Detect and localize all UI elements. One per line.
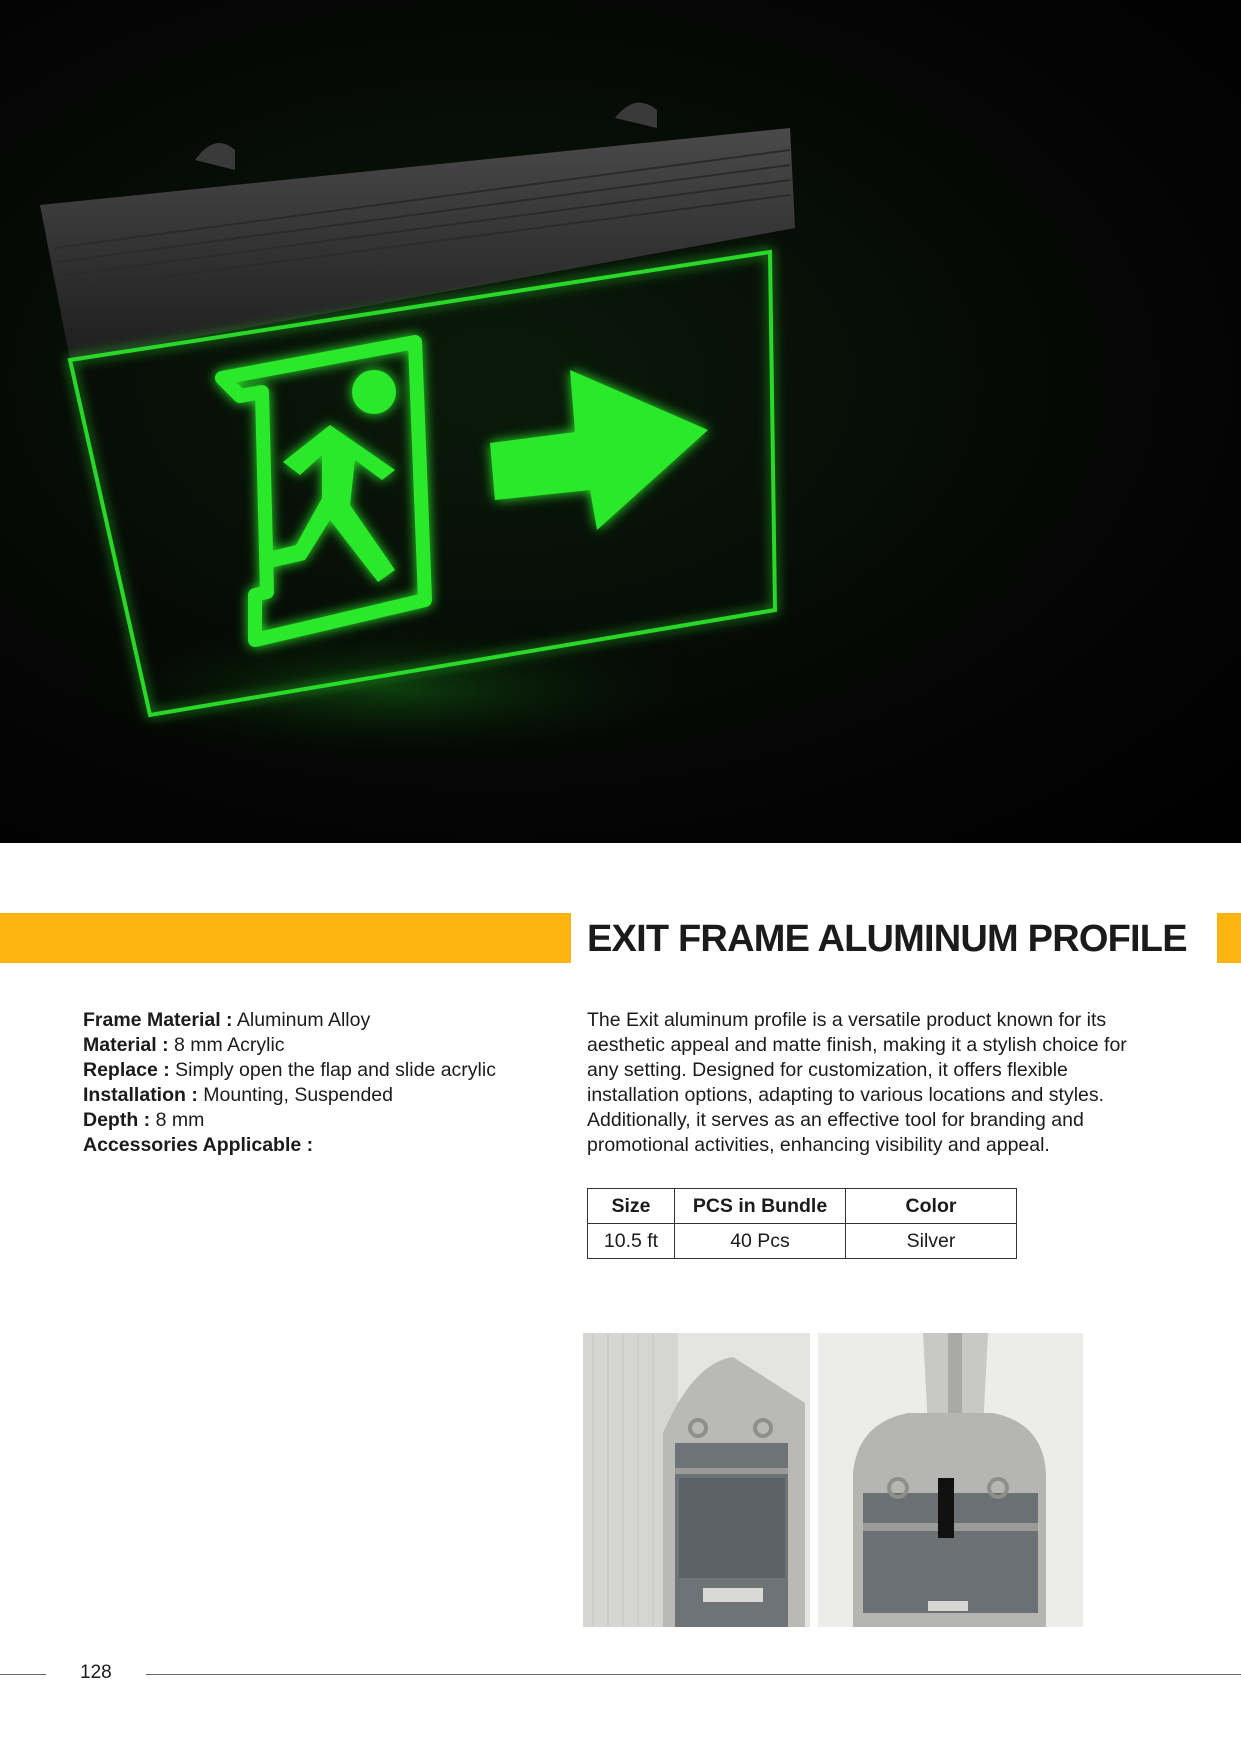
spec-key: Frame Material :	[83, 1009, 233, 1031]
bundle-table	[587, 1188, 1017, 1259]
spec-replace	[83, 1058, 563, 1083]
arrow-right-icon	[490, 370, 708, 530]
footer-rule-right	[146, 1674, 1241, 1675]
spec-installation	[83, 1083, 563, 1108]
table-row	[588, 1224, 1017, 1259]
table-header: PCS in Bundle	[675, 1189, 846, 1224]
page-number: 128	[80, 1662, 112, 1683]
spec-list	[83, 1008, 563, 1158]
footer-rule-left	[0, 1674, 46, 1675]
accent-band-right	[1217, 913, 1241, 963]
page-title: EXIT FRAME ALUMINUM PROFILE	[587, 918, 1187, 960]
table-header: Size	[588, 1189, 675, 1224]
table-cell: 10.5 ft	[588, 1224, 675, 1259]
spec-value: Aluminum Alloy	[232, 1009, 371, 1031]
spec-value: Simply open the flap and slide acrylic	[169, 1059, 496, 1081]
spec-key: Depth :	[83, 1109, 151, 1131]
table-header: Color	[846, 1189, 1017, 1224]
spec-frame-material	[83, 1008, 563, 1033]
hero-photo	[0, 0, 1241, 843]
table-cell: 40 Pcs	[675, 1224, 846, 1259]
spec-material	[83, 1033, 563, 1058]
spec-depth	[83, 1108, 563, 1133]
exit-man-icon	[222, 342, 425, 640]
table-header-row	[588, 1189, 1017, 1224]
spec-value: Mounting, Suspended	[197, 1084, 393, 1106]
profile-photo-2	[818, 1333, 1083, 1627]
spec-key: Replace :	[83, 1059, 170, 1081]
spec-value: 8 mm Acrylic	[168, 1034, 285, 1056]
profile-photo-1	[583, 1333, 810, 1627]
spec-key: Accessories Applicable :	[83, 1134, 314, 1156]
table-cell: Silver	[846, 1224, 1017, 1259]
product-description: The Exit aluminum profile is a versatile product known for its aesthetic appeal and matte finish, making it a stylish choice for any setting. Designed for customization, it offers flexible installation options, adapting to various locations and styles. Additionally, it serves as an effective tool for branding and promotional activities, enhancing visibility and appeal.	[587, 1009, 1127, 1156]
spec-value: 8 mm	[150, 1109, 205, 1131]
accent-band-left	[0, 913, 571, 963]
spec-key: Material :	[83, 1034, 169, 1056]
spec-key: Installation :	[83, 1084, 198, 1106]
spec-accessories	[83, 1133, 563, 1158]
